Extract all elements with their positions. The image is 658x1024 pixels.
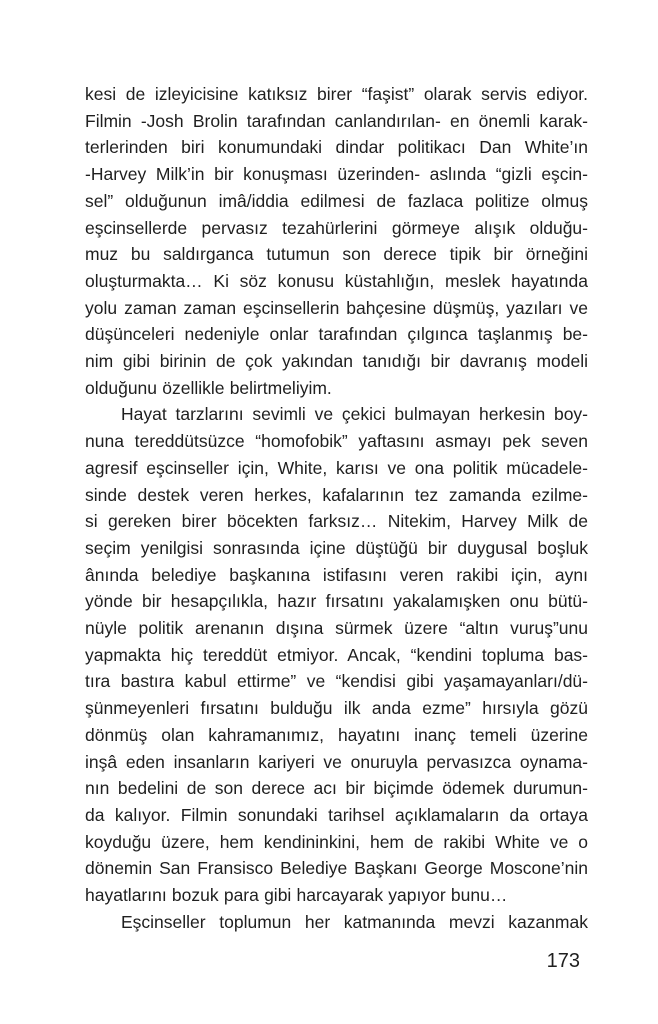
text-line: -Harvey Milk’in bir konuşması üzerinden- aslında “gizli eşcin- xyxy=(85,164,588,185)
text-line: dönemin San Fransisco Belediye Başkanı George Moscone’nin xyxy=(85,858,588,879)
text-line: nüyle politik arenanın dışına sürmek üzere “altın vuruş”unu xyxy=(85,618,588,639)
text-line: yapmakta hiç tereddüt etmiyor. Ancak, “kendini topluma bas- xyxy=(85,644,588,665)
text-line: Eşcinseller toplumun her katmanında mevzi kazanmak xyxy=(121,911,588,932)
text-line: nuna tereddütsüzce “homofobik” yaftasını asmayı pek seven xyxy=(85,431,588,452)
text-line: eşcinsellerde pervasız tezahürlerini görmeye alışık olduğu- xyxy=(85,217,588,238)
text-line: olduğunu özellikle belirtmeliyim. xyxy=(85,377,332,398)
text-line: sel” olduğunun imâ/iddia edilmesi de fazlaca politize olmuş xyxy=(85,190,588,211)
text-line: şünmeyenleri fırsatını bulduğu ilk anda ezme” hırsıyla gözü xyxy=(85,698,588,719)
page-number: 173 xyxy=(546,950,580,972)
text-line: muz bu saldırganca tutumun son derece tipik bir örneğini xyxy=(85,244,588,265)
text-line: düşünceleri nedeniyle onlar tarafından çılgınca taşlanmış be- xyxy=(85,324,588,345)
text-line: agresif eşcinseller için, White, karısı ve ona politik mücadele- xyxy=(85,457,588,478)
text-line: hayatlarını bozuk para gibi harcayarak yapıyor bunu… xyxy=(85,885,508,906)
text-line: yönde bir hesapçılıkla, hazır fırsatını yakalamışken onu bütü- xyxy=(85,591,588,612)
page-text xyxy=(85,81,588,936)
text-line: nim gibi birinin de çok yakından tanıdığı bir davranış modeli xyxy=(85,351,588,372)
text-line: kesi de izleyicisine katıksız birer “faşist” olarak servis ediyor. xyxy=(85,84,588,104)
text-line: Hayat tarzlarını sevimli ve çekici bulmayan herkesin boy- xyxy=(121,404,588,425)
text-line: yolu zaman zaman eşcinsellerin bahçesine düşmüş, yazıları ve xyxy=(85,297,588,318)
text-line: seçim yenilgisi sonrasında içine düştüğü bir duygusal boşluk xyxy=(85,537,588,558)
text-line: nın bedelini de son derece acı bir biçimde ödemek durumun- xyxy=(85,778,588,799)
text-line: sinde destek veren herkes, kafalarının tez zamanda ezilme- xyxy=(85,484,588,505)
text-line: ânında belediye başkanına istifasını veren rakibi için, aynı xyxy=(85,564,588,585)
text-line: koyduğu üzere, hem kendininkini, hem de rakibi White ve o xyxy=(85,831,588,852)
text-line: da kalıyor. Filmin sonundaki tarihsel açıklamaların da ortaya xyxy=(85,804,588,825)
text-line: tıra bastıra kabul ettirme” ve “kendisi gibi yaşamayanları/dü- xyxy=(85,671,588,692)
text-line: oluşturmakta… Ki söz konusu küstahlığın, meslek hayatında xyxy=(85,270,588,291)
text-line: terlerinden biri konumundaki dindar politikacı Dan White’ın xyxy=(85,137,588,158)
text-line: Filmin -Josh Brolin tarafından canlandırılan- en önemli karak- xyxy=(85,110,588,131)
text-line: inşâ eden insanların kariyeri ve onuruyla pervasızca oynama- xyxy=(85,751,588,772)
text-line: si gereken birer böcekten farksız… Nitekim, Harvey Milk de xyxy=(85,511,588,532)
text-line: dönmüş olan kahramanımız, hayatını inanç temeli üzerine xyxy=(85,724,588,745)
